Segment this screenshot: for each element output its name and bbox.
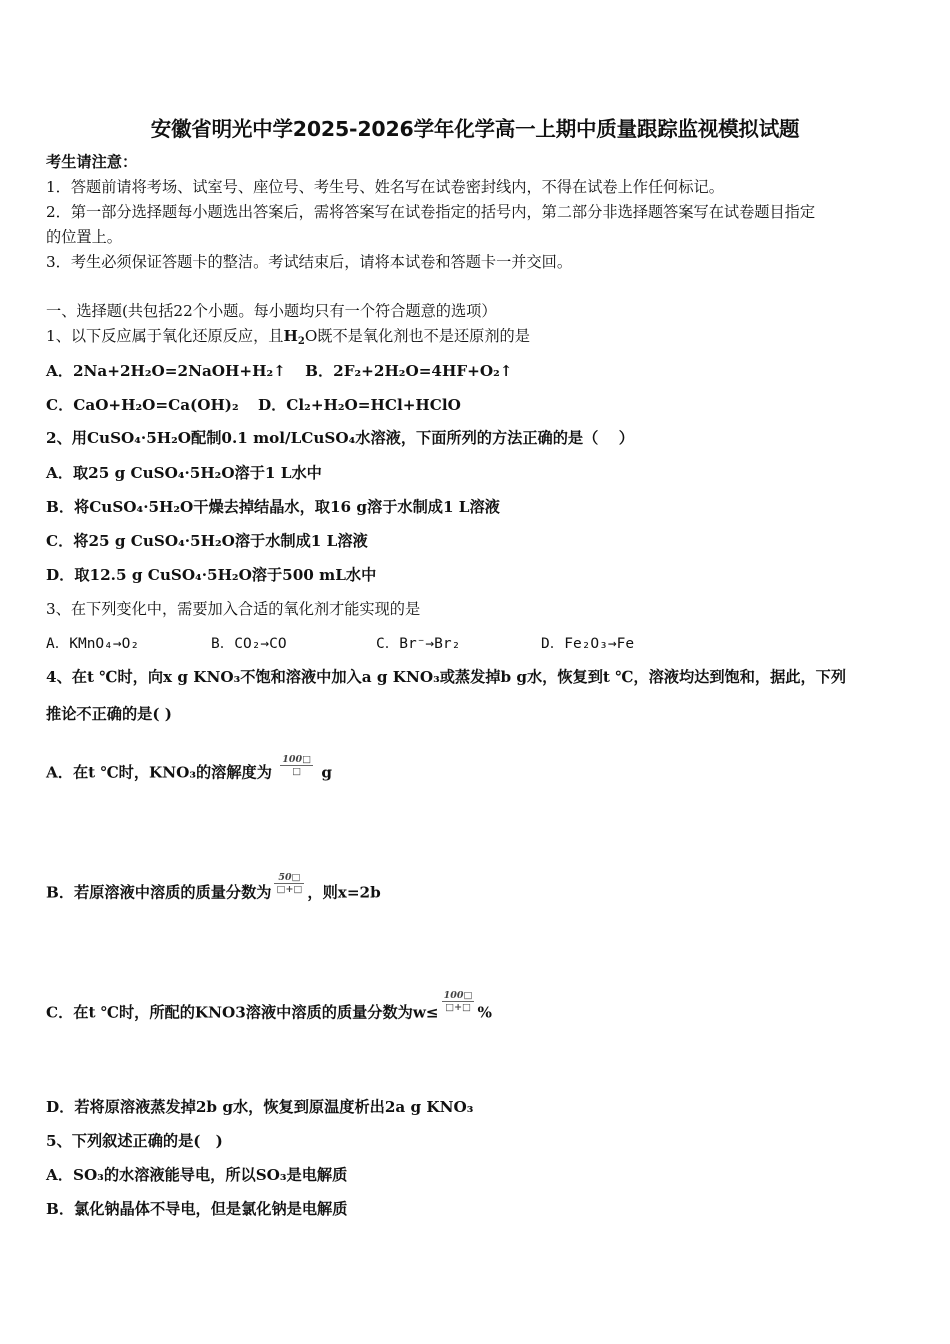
notice-item-2: 2．第一部分选择题每小题选出答案后，需将答案写在试卷指定的括号内，第二部分非选择题答案写在试卷题目指定 bbox=[46, 203, 816, 221]
q1-stem-sub: 2 bbox=[297, 336, 305, 347]
q4-a-denominator: □ bbox=[292, 766, 302, 777]
q1-option-d: D．Cl₂+H₂O=HCl+HClO bbox=[257, 396, 461, 414]
notice-item-3: 3．考生必须保证答题卡的整洁。考试结束后，请将本试卷和答题卡一并交回。 bbox=[46, 253, 573, 271]
q4-option-c bbox=[46, 990, 492, 1025]
q4-b-text: B．若原溶液中溶质的质量分数为 bbox=[46, 883, 272, 902]
question-5-stem: 5、下列叙述正确的是( ) bbox=[46, 1132, 223, 1150]
q5-option-a: A．SO₃的水溶液能导电，所以SO₃是电解质 bbox=[46, 1166, 348, 1184]
section-heading: 一、选择题(共包括22个小题。每小题均只有一个符合题意的选项） bbox=[46, 302, 497, 320]
question-3-stem: 3、在下列变化中，需要加入合适的氧化剂才能实现的是 bbox=[46, 600, 421, 618]
notice-item-2-cont: 的位置上。 bbox=[46, 228, 122, 246]
question-3-options bbox=[46, 633, 634, 654]
question-2-stem: 2、用CuSO₄·5H₂O配制0.1 mol/LCuSO₄水溶液，下面所列的方法正确的是（ ） bbox=[46, 429, 634, 447]
q4-option-b bbox=[46, 872, 381, 905]
exam-title: 安徽省明光中学2025-2026学年化学高一上期中质量跟踪监视模拟试题 bbox=[150, 117, 800, 141]
q4-c-text: C．在t ℃时，所配的KNO3溶液中溶质的质量分数为w≤ bbox=[46, 1003, 439, 1022]
question-1-options-ab bbox=[46, 361, 512, 381]
question-1-options-cd bbox=[46, 395, 461, 415]
q4-c-percent: % bbox=[477, 1003, 492, 1022]
q4-a-text: A．在t ℃时，KNO₃的溶解度为 bbox=[46, 763, 272, 782]
q2-option-c: C．将25 g CuSO₄·5H₂O溶于水制成1 L溶液 bbox=[46, 532, 368, 550]
q5-option-b: B．氯化钠晶体不导电，但是氯化钠是电解质 bbox=[46, 1200, 348, 1218]
q4-a-unit: g bbox=[321, 763, 332, 782]
q2-option-b: B．将CuSO₄·5H₂O干燥去掉结晶水，取16 g溶于水制成1 L溶液 bbox=[46, 498, 500, 516]
notice-heading: 考生请注意： bbox=[46, 153, 138, 171]
q1-stem-pre: 1、以下反应属于氧化还原反应，且 bbox=[46, 327, 284, 345]
q3-option-a: A．KMnO₄→O₂ bbox=[46, 636, 140, 652]
q4-a-numerator: 100□ bbox=[282, 754, 312, 765]
q1-option-a: A．2Na+2H₂O=2NaOH+H₂↑ bbox=[46, 362, 286, 380]
q1-stem-post: O既不是氧化剂也不是还原剂的是 bbox=[304, 327, 530, 345]
question-4-stem-line-1: 4、在t ℃时，向x g KNO₃不饱和溶液中加入a g KNO₃或蒸发掉b g水，恢复到t ℃，溶液均达到饱和，据此，下列 bbox=[46, 668, 847, 686]
q1-stem-h: H bbox=[283, 327, 298, 345]
q1-option-c: C．CaO+H₂O=Ca(OH)₂ bbox=[46, 396, 239, 414]
q4-a-fraction bbox=[280, 754, 313, 777]
q2-option-a: A．取25 g CuSO₄·5H₂O溶于1 L水中 bbox=[46, 464, 322, 482]
q2-option-d: D．取12.5 g CuSO₄·5H₂O溶于500 mL水中 bbox=[46, 566, 377, 584]
q4-option-d: D．若将原溶液蒸发掉2b g水，恢复到原温度析出2a g KNO₃ bbox=[46, 1098, 474, 1116]
q4-c-numerator: 100□ bbox=[443, 990, 473, 1001]
q3-option-c: C．Br⁻→Br₂ bbox=[376, 636, 461, 652]
q1-option-b: B．2F₂+2H₂O=4HF+O₂↑ bbox=[305, 362, 513, 380]
q4-b-fraction bbox=[274, 872, 304, 895]
question-1-stem bbox=[46, 326, 530, 352]
q3-option-b: B．CO₂→CO bbox=[211, 636, 287, 652]
q4-b-numerator: 50□ bbox=[274, 872, 304, 884]
q3-option-d: D．Fe₂O₃→Fe bbox=[541, 636, 635, 652]
q4-c-denominator: □+□ bbox=[445, 1002, 472, 1013]
question-4-stem-line-2: 推论不正确的是( ) bbox=[46, 705, 172, 723]
q4-b-denominator: □+□ bbox=[276, 884, 303, 895]
notice-item-1: 1．答题前请将考场、试室号、座位号、考生号、姓名写在试卷密封线内，不得在试卷上作任何标记。 bbox=[46, 178, 724, 196]
q4-option-a bbox=[46, 754, 332, 785]
q4-b-tail: ，则x=2b bbox=[307, 883, 381, 902]
q4-c-fraction bbox=[442, 990, 475, 1013]
